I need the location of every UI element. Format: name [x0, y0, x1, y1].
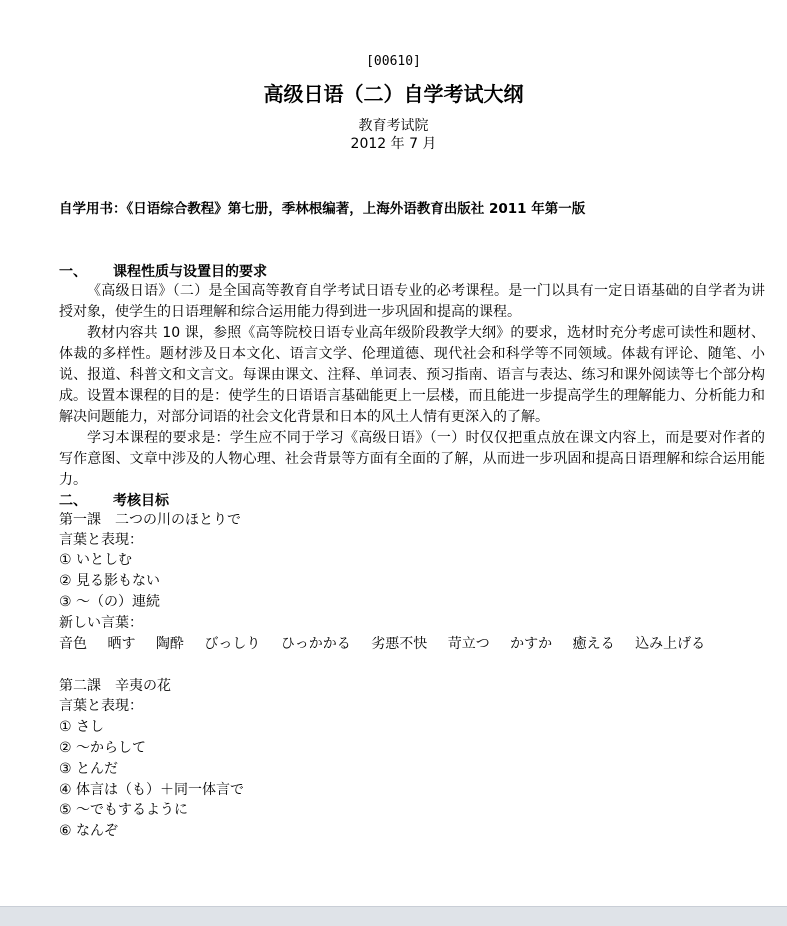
- lesson2-expression: ④ 体言は（も）＋同一体言で: [59, 782, 245, 798]
- lesson1-expression: ② 見る影もない: [59, 573, 161, 589]
- section2-title: 考核目标: [113, 493, 169, 509]
- lesson1-title: 第一課 二つの川のほとりで: [59, 512, 241, 528]
- vocab-word: 晒す: [107, 636, 136, 652]
- vocab-word: ひっかかる: [280, 636, 351, 652]
- lesson1-expr-label: 言葉と表現：: [59, 532, 143, 548]
- section1-number: 一、: [59, 264, 87, 280]
- lesson2-expression: ① さし: [59, 719, 105, 735]
- vocab-word: 苛立つ: [447, 636, 490, 652]
- section1-paragraph: 学习本课程的要求是：学生应不同于学习《高级日语》（一）时仅仅把重点放在课文内容上，而是要对作者的写作意图、文章中涉及的人物心理、社会背景等方面有全面的了解，从而进一步巩固和提高日语理解和综合运用能力。: [59, 430, 765, 488]
- section1-heading: [59, 261, 267, 281]
- lesson2-expression: ⑤ ～でもするように: [59, 802, 189, 818]
- document-title: 高级日语（二）自学考试大纲: [263, 82, 524, 106]
- issuing-org: 教育考试院: [358, 118, 429, 134]
- vocab-word: かすか: [510, 636, 553, 652]
- lesson2-expression: ③ とんだ: [59, 761, 119, 777]
- course-code: [00610]: [366, 54, 421, 69]
- lesson1-vocab-list: [59, 634, 721, 654]
- viewer-bottom-bar: [0, 906, 787, 926]
- vocab-word: 陶酔: [155, 636, 184, 652]
- lesson2-expr-label: 言葉と表現：: [59, 698, 143, 714]
- section1-paragraph: 设置本课程的目的是：使学生的日语语言基础能更上一层楼，而且能进一步提高学生的理解能力、分析能力和解决问题能力，对部分词语的社会文化背景和日本的风土人情有更深入的了解。: [59, 388, 765, 425]
- vocab-word: 劣悪不快: [371, 636, 428, 652]
- lesson1-expression: ③ ～（の）連続: [59, 594, 161, 610]
- section2-number: 二、: [59, 493, 87, 509]
- lesson2-expression: ⑥ なんぞ: [59, 823, 119, 839]
- vocab-word: 込み上げる: [635, 636, 706, 652]
- vocab-word: 癒える: [572, 636, 615, 652]
- vocab-word: 音色: [59, 636, 87, 652]
- textbook-line: 自学用书：《日语综合教程》第七册，季林根编著，上海外语教育出版社 2011 年第一版: [59, 201, 586, 217]
- lesson1-vocab-label: 新しい言葉：: [59, 615, 143, 631]
- lesson2-expression: ② ～からして: [59, 740, 147, 756]
- lesson1-expression: ① いとしむ: [59, 552, 133, 568]
- section1-paragraph: 教材内容共 10 课，参照《高等院校日语专业高年级阶段教学大纲》的要求，选材时充分考虑可读性和题材、体裁的多样性。题材涉及日本文化、语言文学、伦理道德、现代社会和科学等不同领域。体裁有评论、随笔、小说、报道、科普文和文言文。每课由课文、注释、单词表、预习指南、语言与表达、练习和课外阅读等七个部分构成。: [59, 325, 765, 404]
- issue-date: 2012 年 7 月: [350, 136, 437, 152]
- section1-paragraph: 《高级日语》（二）是全国高等教育自学考试日语专业的必考课程。是一门以具有一定日语基础的自学者为讲授对象，使学生的日语理解和综合运用能力得到进一步巩固和提高的课程。: [59, 283, 765, 320]
- lesson2-title: 第二課 辛夷の花: [59, 678, 171, 694]
- section1-title: 课程性质与设置目的要求: [113, 264, 267, 280]
- vocab-word: びっしり: [204, 636, 261, 652]
- section2-heading: [59, 490, 169, 510]
